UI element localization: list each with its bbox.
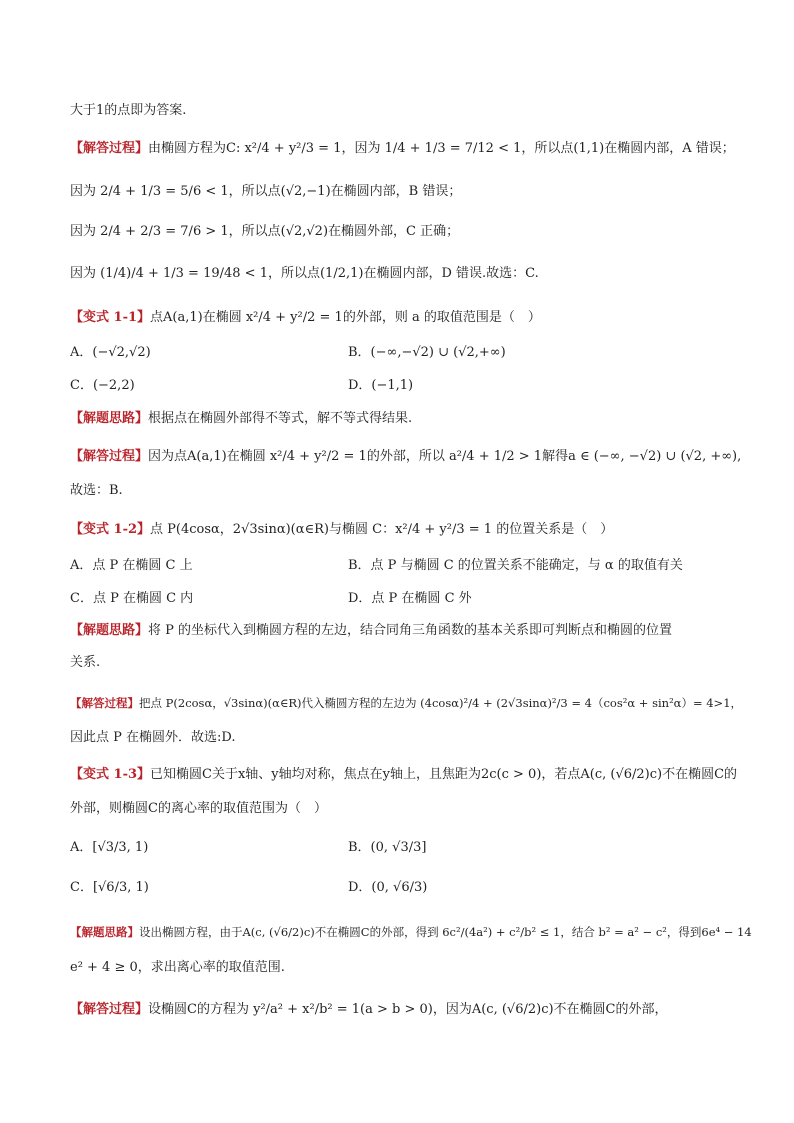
option-d: D．(−1,1) [348,378,414,393]
text-line: 故选：B. [70,483,123,498]
solution-idea: 【解题思路】根据点在椭圆外部得不等式，解不等式得结果. [70,411,413,426]
option-a: A．点 P 在椭圆 C 上 [70,558,193,573]
section-tag: 【解题思路】 [70,623,149,638]
option-a: A．[√3/3, 1) [70,840,149,855]
option-b: B．(0, √3/3] [348,840,427,855]
section-tag: 【解题思路】 [70,411,149,426]
section-tag: 【变式 1-1】 [70,310,151,325]
option-c: C．点 P 在椭圆 C 内 [70,591,194,606]
option-a: A．(−√2,√2) [70,345,151,360]
solution-idea: 【解题思路】设出椭圆方程，由于A(c, (√6/2)c)不在椭圆C的外部，得到 6c²/(4a²) + c²/b² ≤ 1，结合 b² = a² − c²，得到6e⁴ − 14 [70,925,752,939]
section-tag: 【解题思路】 [70,925,139,939]
section-tag: 【解答过程】 [70,141,149,156]
option-b: B．点 P 与椭圆 C 的位置关系不能确定，与 α 的取值有关 [348,558,683,573]
solution-idea: 【解题思路】将 P 的坐标代入到椭圆方程的左边，结合同角三角函数的基本关系即可判断点和椭圆的位置 [70,623,673,638]
option-d: D．(0, √6/3) [348,880,428,895]
text-line: 大于1的点即为答案. [70,103,187,118]
text-line: 关系. [70,655,101,670]
section-tag: 【解答过程】 [70,696,139,710]
option-c: C．(−2,2) [70,378,135,393]
section-tag: 【解答过程】 [70,1002,149,1017]
section-tag: 【变式 1-3】 [70,767,151,782]
text-line: 因为 (1/4)/4 + 1/3 = 19/48 < 1，所以点(1/2,1)在椭圆内部，D 错误.故选：C. [70,266,539,281]
text-line: 外部，则椭圆C的离心率的取值范围为（ ） [70,801,327,816]
option-c: C．[√6/3, 1) [70,880,149,895]
option-d: D．点 P 在椭圆 C 外 [348,591,472,606]
section-tag: 【解答过程】 [70,449,149,464]
solution-process: 【解答过程】因为点A(a,1)在椭圆 x²/4 + y²/2 = 1的外部，所以 a²/4 + 1/2 > 1解得a ∈ (−∞, −√2) ∪ (√2, +∞), [70,449,742,464]
text-line: 因此点 P 在椭圆外．故选:D. [70,730,236,745]
exercise-question: 【变式 1-2】点 P(4cosα，2√3sinα)(α∈R)与椭圆 C：x²/4 + y²/3 = 1 的位置关系是（ ） [70,522,614,537]
solution-process: 【解答过程】把点 P(2cosα，√3sinα)(α∈R)代入椭圆方程的左边为 (4cosα)²/4 + (2√3sinα)²/3 = 4（cos²α + sin²α）= 4>1， [70,696,743,710]
solution-process: 【解答过程】由椭圆方程为C: x²/4 + y²/3 = 1，因为 1/4 + 1/3 = 7/12 < 1，所以点(1,1)在椭圆内部，A 错误； [70,141,735,156]
solution-process: 【解答过程】设椭圆C的方程为 y²/a² + x²/b² = 1(a > b > 0)，因为A(c, (√6/2)c)不在椭圆C的外部， [70,1002,668,1017]
section-tag: 【变式 1-2】 [70,522,151,537]
text-line: 因为 2/4 + 2/3 = 7/6 > 1，所以点(√2,√2)在椭圆外部，C 正确； [70,224,460,239]
text-line: 因为 2/4 + 1/3 = 5/6 < 1，所以点(√2,−1)在椭圆内部，B 错误； [70,184,462,199]
exercise-question: 【变式 1-3】已知椭圆C关于x轴、y轴均对称，焦点在y轴上，且焦距为2c(c > 0)，若点A(c, (√6/2)c)不在椭圆C的 [70,767,738,782]
text-line: e² + 4 ≥ 0，求出离心率的取值范围. [70,960,285,975]
option-b: B．(−∞,−√2) ∪ (√2,+∞) [348,345,506,360]
exercise-question: 【变式 1-1】点A(a,1)在椭圆 x²/4 + y²/2 = 1的外部，则 a 的取值范围是（ ） [70,310,541,325]
